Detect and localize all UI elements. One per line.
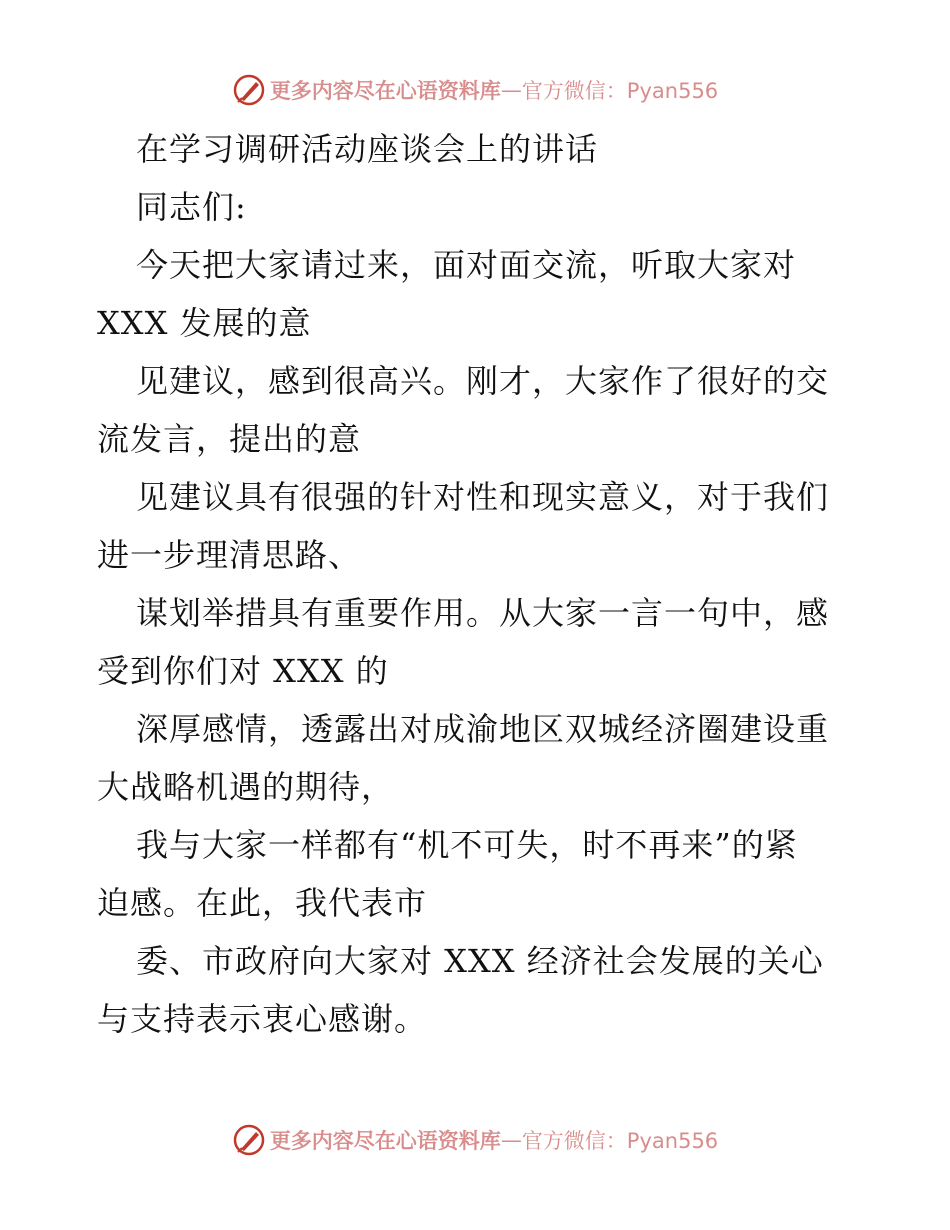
watermark-site-name: 更多内容尽在心语资料库 [269, 1128, 501, 1153]
paragraph-line: 见建议，感到很高兴。刚才，大家作了很好的交 [136, 362, 830, 400]
paragraph-line: 深厚感情，透露出对成渝地区双城经济圈建设重 [136, 710, 830, 748]
salutation: 同志们: [136, 188, 247, 226]
paragraph-line: 流发言，提出的意 [97, 420, 362, 458]
paragraph-line: 迫感。在此，我代表市 [97, 884, 428, 922]
paragraph-line: 受到你们对 XXX 的 [97, 652, 389, 690]
paragraph-line: 见建议具有很强的针对性和现实意义，对于我们 [136, 478, 830, 516]
paragraph-line: 大战略机遇的期待， [97, 768, 395, 806]
footer-watermark [0, 1120, 950, 1160]
paragraph-line: 谋划举措具有重要作用。从大家一言一句中，感 [136, 594, 830, 632]
watermark-site-name: 更多内容尽在心语资料库 [269, 78, 501, 103]
watermark-contact: 官方微信：Pyan556 [521, 79, 719, 103]
watermark-separator: — [500, 78, 522, 102]
paragraph-line: 我与大家一样都有“机不可失，时不再来”的紧 [136, 826, 798, 864]
document-body [97, 120, 857, 1048]
quill-pen-logo-icon [232, 73, 266, 107]
paragraph-line: XXX 发展的意 [97, 304, 312, 342]
watermark-separator: — [500, 1128, 522, 1152]
watermark-contact: 官方微信：Pyan556 [521, 1129, 719, 1153]
quill-pen-logo-icon [232, 1123, 266, 1157]
paragraph-line: 进一步理清思路、 [97, 536, 362, 574]
paragraph-line: 委、市政府向大家对 XXX 经济社会发展的关心 [136, 942, 824, 980]
paragraph-line: 今天把大家请过来，面对面交流，听取大家对 [136, 246, 797, 284]
header-watermark [0, 70, 950, 110]
paragraph-line: 与支持表示衷心感谢。 [97, 1000, 428, 1038]
document-title: 在学习调研活动座谈会上的讲话 [136, 130, 599, 168]
